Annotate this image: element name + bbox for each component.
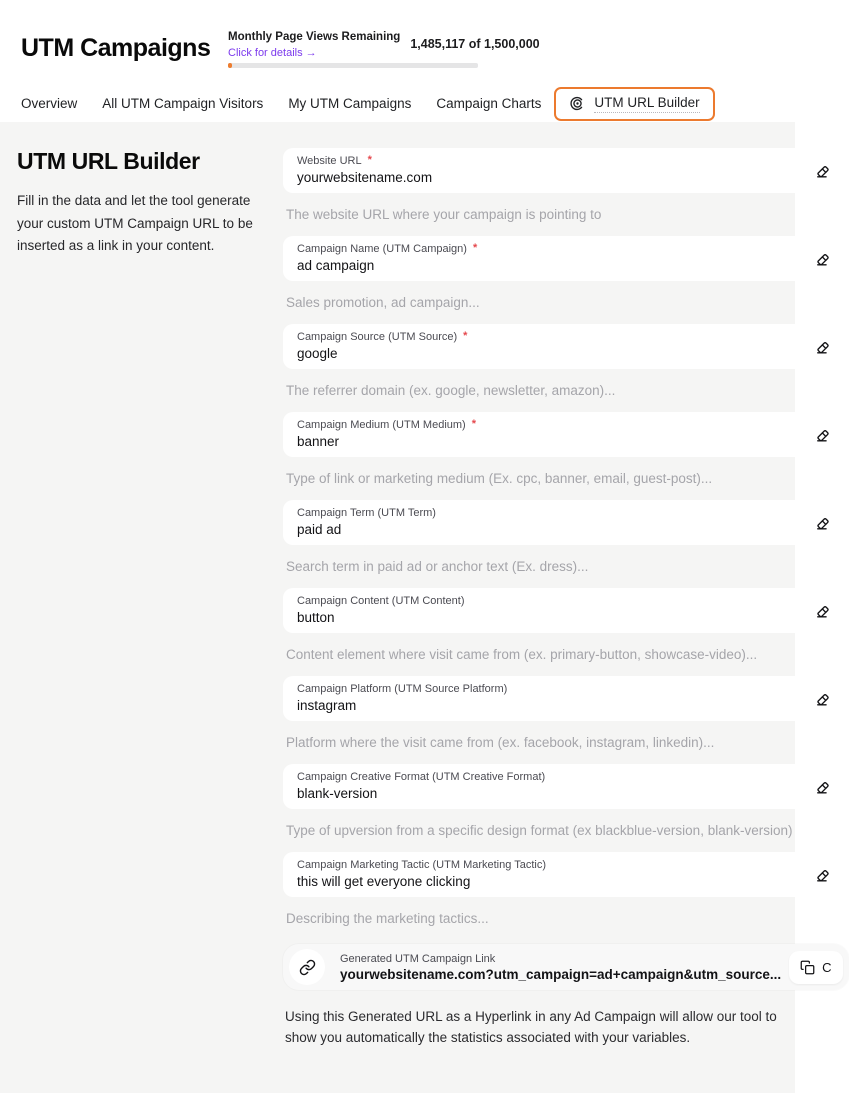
builder-title: UTM URL Builder [17, 148, 200, 174]
generated-link-url: yourwebsitename.com?utm_campaign=ad+campaign&utm_source... [340, 966, 782, 982]
field-helper: Search term in paid ad or anchor text (Ex. dress)... [286, 559, 589, 574]
progress-fill [228, 63, 232, 68]
eraser-icon[interactable] [811, 423, 833, 445]
field-helper: Type of upversion from a specific design format (ex blackblue-version, blank-version) [286, 823, 793, 838]
required-asterisk: * [367, 154, 372, 166]
copy-button[interactable] [789, 951, 842, 984]
eraser-icon[interactable] [811, 775, 833, 797]
usage-progress-bar [228, 63, 478, 68]
field-value[interactable]: yourwebsitename.com [297, 170, 433, 185]
eraser-icon[interactable] [811, 247, 833, 269]
field-label: Website URL [297, 155, 362, 167]
form-field[interactable] [283, 764, 849, 809]
form-fields [283, 148, 849, 926]
field-helper: Describing the marketing tactics... [286, 911, 489, 926]
main-content [0, 122, 832, 1093]
field-helper: Content element where visit came from (ex. primary-button, showcase-video)... [286, 647, 758, 662]
field-label: Campaign Term (UTM Term) [297, 507, 436, 519]
form-field[interactable] [283, 676, 849, 721]
form-field[interactable] [283, 500, 849, 545]
field-value[interactable]: this will get everyone clicking [297, 874, 471, 889]
required-asterisk: * [471, 418, 476, 430]
field-value[interactable]: banner [297, 434, 340, 449]
form-field[interactable] [283, 324, 849, 369]
usage-details-link[interactable]: Click for details → [228, 47, 317, 59]
field-value[interactable]: blank-version [297, 786, 378, 801]
tab-campaign-charts[interactable]: Campaign Charts [436, 96, 542, 111]
eraser-icon[interactable] [811, 159, 833, 181]
footer-note: Using this Generated URL as a Hyperlink in any Ad Campaign will allow our tool to show you automatically the statistics associated with your variables. [285, 1009, 777, 1045]
eraser-icon[interactable] [811, 863, 833, 885]
field-label: Campaign Creative Format (UTM Creative Format) [297, 771, 546, 783]
builder-form [283, 148, 849, 1049]
required-asterisk: * [463, 330, 468, 342]
generated-link-label: Generated UTM Campaign Link [340, 952, 496, 965]
page-title: UTM Campaigns [21, 34, 211, 62]
form-field[interactable] [283, 852, 849, 897]
eraser-icon[interactable] [811, 511, 833, 533]
field-value[interactable]: ad campaign [297, 258, 375, 273]
required-asterisk: * [472, 242, 478, 254]
field-value[interactable]: instagram [297, 698, 357, 713]
target-icon [569, 95, 586, 112]
field-label: Campaign Name (UTM Campaign) [297, 243, 467, 255]
field-label: Campaign Source (UTM Source) [297, 331, 458, 343]
page-header [0, 0, 795, 85]
builder-description: Fill in the data and let the tool generate your custom UTM Campaign URL to be inserted as a link in your content. [17, 193, 253, 254]
usage-widget [228, 31, 540, 61]
field-label: Campaign Platform (UTM Source Platform) [297, 683, 508, 695]
field-label: Campaign Content (UTM Content) [297, 595, 465, 607]
usage-count: 1,485,117 of 1,500,000 [410, 37, 540, 51]
field-helper: The website URL where your campaign is pointing to [286, 207, 602, 222]
link-icon [289, 949, 325, 985]
eraser-icon[interactable] [811, 599, 833, 621]
tab-all-utm-campaign-visitors[interactable]: All UTM Campaign Visitors [102, 96, 264, 111]
tab-overview[interactable]: Overview [21, 96, 78, 111]
field-value[interactable]: paid ad [297, 522, 342, 537]
field-helper: Sales promotion, ad campaign... [286, 295, 480, 310]
copy-icon [800, 960, 815, 975]
field-label: Campaign Medium (UTM Medium) [297, 419, 466, 431]
generated-link-card [283, 944, 849, 990]
eraser-icon[interactable] [811, 335, 833, 357]
field-helper: Platform where the visit came from (ex. facebook, instagram, linkedin)... [286, 735, 715, 750]
eraser-icon[interactable] [811, 687, 833, 709]
tab-utm-url-builder[interactable] [554, 87, 714, 121]
form-field[interactable] [283, 148, 849, 193]
field-value[interactable]: button [297, 610, 335, 625]
form-field[interactable] [283, 236, 849, 281]
tab-my-utm-campaigns[interactable]: My UTM Campaigns [288, 96, 412, 111]
field-helper: Type of link or marketing medium (Ex. cpc, banner, email, guest-post)... [286, 471, 713, 486]
field-value[interactable]: google [297, 346, 338, 361]
tab-bar [0, 85, 795, 122]
copy-button-label: C [822, 959, 832, 975]
form-field[interactable] [283, 412, 849, 457]
field-helper: The referrer domain (ex. google, newsletter, amazon)... [286, 383, 616, 398]
form-field[interactable] [283, 588, 849, 633]
field-label: Campaign Marketing Tactic (UTM Marketing Tactic) [297, 859, 547, 871]
usage-label: Monthly Page Views Remaining [228, 31, 401, 43]
builder-intro [17, 148, 267, 258]
tab-label: UTM URL Builder [594, 95, 699, 113]
